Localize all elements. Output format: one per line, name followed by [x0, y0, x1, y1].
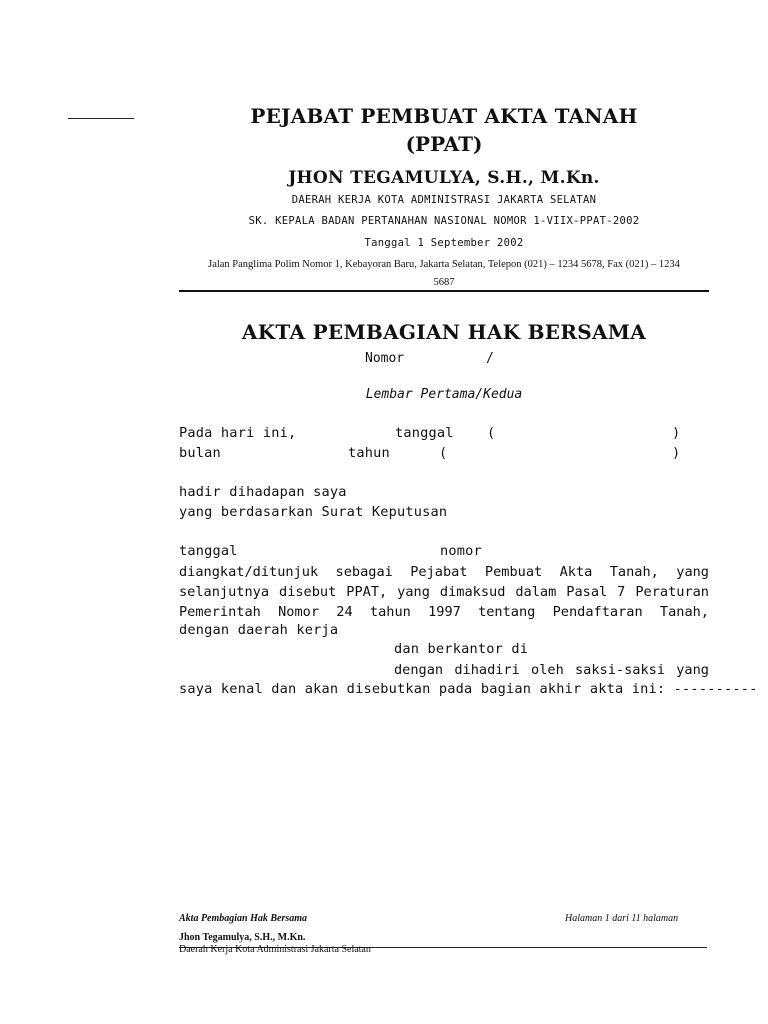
office-address	[179, 256, 709, 292]
hadir-line: hadir dihadapan saya	[179, 484, 347, 500]
tahun-label: tahun	[348, 445, 390, 461]
footer-area: Daerah Kerja Kota Administrasi Jakarta Selatan	[179, 944, 371, 955]
header-divider	[179, 290, 709, 292]
corner-rule	[68, 118, 134, 119]
appointment-line-1: diangkat/ditunjuk sebagai Pejabat Pembuat Akta Tanah, yang	[179, 564, 709, 580]
address-line-2: 5687	[433, 277, 455, 288]
berdasarkan-line: yang berdasarkan Surat Keputusan	[179, 504, 448, 520]
decree-date: Tanggal 1 September 2002	[364, 237, 524, 249]
sheet-label: Lembar Pertama/Kedua	[365, 387, 523, 402]
office-abbreviation: (PPAT)	[405, 132, 483, 156]
footer-name: Jhon Tegamulya, S.H., M.Kn.	[179, 932, 306, 943]
footer-page-number: Halaman 1 dari 11 halaman	[565, 913, 679, 924]
tahun-paren-open: (	[439, 445, 448, 461]
tahun-paren-close: )	[672, 445, 681, 461]
appointment-line-3: Pemerintah Nomor 24 tahun 1997 tentang Pendaftaran Tanah,	[179, 604, 709, 620]
tanggal2-label: tanggal	[179, 543, 238, 559]
office-title: PEJABAT PEMBUAT AKTA TANAH	[250, 104, 638, 128]
berkantor-line: dan berkantor di	[394, 641, 529, 657]
nomor-slash: /	[486, 351, 494, 366]
nomor2-label: nomor	[440, 543, 482, 559]
sk-decree: SK. KEPALA BADAN PERTANAHAN NASIONAL NOMOR 1-VIIX-PPAT-2002	[248, 215, 640, 227]
notary-name: JHON TEGAMULYA, S.H., M.Kn.	[288, 168, 600, 188]
dihadiri-line: dengan dihadiri oleh saksi-saksi yang	[394, 662, 709, 678]
bulan-label: bulan	[179, 445, 221, 461]
appointment-line-2: selanjutnya disebut PPAT, yang dimaksud dalam Pasal 7 Peraturan	[179, 584, 709, 600]
kenal-line: saya kenal dan akan disebutkan pada bagian akhir akta ini: ----------	[179, 681, 758, 697]
address-line-1: Jalan Panglima Polim Nomor 1, Kebayoran Baru, Jakarta Selatan, Telepon (021) – 1234 5678, Fax (021) – 1234	[208, 259, 680, 270]
footer-doc-title: Akta Pembagian Hak Bersama	[179, 913, 308, 924]
tanggal-label: tanggal	[395, 425, 454, 441]
nomor-label: Nomor	[365, 351, 405, 366]
work-area: DAERAH KERJA KOTA ADMINISTRASI JAKARTA SELATAN	[291, 194, 597, 206]
tanggal-paren-open: (	[487, 425, 496, 441]
tanggal-paren-close: )	[672, 425, 681, 441]
daerah-kerja-line: dengan daerah kerja	[179, 622, 339, 638]
hari-label: Pada hari ini,	[179, 425, 297, 441]
deed-title: AKTA PEMBAGIAN HAK BERSAMA	[241, 320, 647, 344]
